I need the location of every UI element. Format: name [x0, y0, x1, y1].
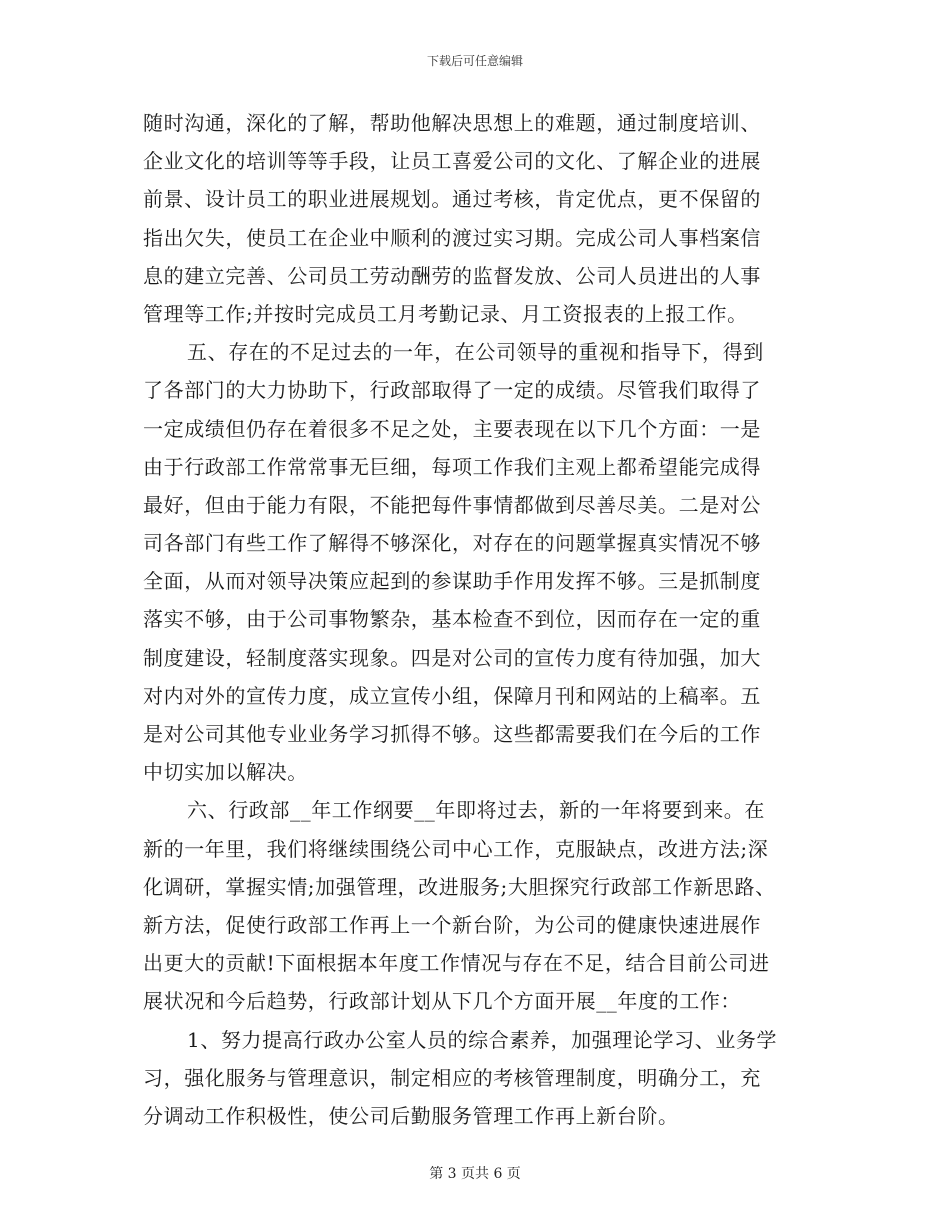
text-line: 企业文化的培训等等手段，让员工喜爱公司的文化、了解企业的进展 — [143, 149, 761, 174]
page-header: 下载后可任意编辑 — [426, 54, 523, 68]
text-line: 六、行政部__年工作纲要__年即将过去，新的一年将要到来。在 — [187, 798, 765, 823]
text-line: 新的一年里，我们将继续围绕公司中心工作，克服缺点，改进方法;深 — [143, 836, 769, 861]
text-line: 司各部门有些工作了解得不够深化，对存在的问题掌握真实情况不够 — [143, 531, 761, 556]
text-line: 对内对外的宣传力度，成立宣传小组，保障月刊和网站的上稿率。五 — [143, 683, 761, 708]
text-line: 习，强化服务与管理意识，制定相应的考核管理制度，明确分工，充 — [143, 1065, 761, 1090]
text-line: 由于行政部工作常常事无巨细，每项工作我们主观上都希望能完成得 — [143, 454, 761, 479]
text-line: 指出欠失，使员工在企业中顺利的渡过实习期。完成公司人事档案信 — [143, 225, 761, 250]
text-line: 一定成绩但仍存在着很多不足之处，主要表现在以下几个方面：一是 — [143, 416, 761, 441]
text-line: 是对公司其他专业业务学习抓得不够。这些都需要我们在今后的工作 — [143, 722, 761, 746]
text-line: 五、存在的不足过去的一年，在公司领导的重视和指导下，得到 — [187, 340, 764, 365]
text-line: 最好，但由于能力有限，不能把每件事情都做到尽善尽美。二是对公 — [143, 492, 761, 517]
text-line: 息的建立完善、公司员工劳动酬劳的监督发放、公司人员进出的人事 — [143, 263, 761, 288]
text-line: 落实不够，由于公司事物繁杂，基本检查不到位，因而存在一定的重 — [143, 607, 761, 632]
text-line: 制度建设，轻制度落实现象。四是对公司的宣传力度有待加强，加大 — [143, 645, 761, 670]
text-line: 出更大的贡献!下面根据本年度工作情况与存在不足，结合目前公司进 — [143, 951, 770, 976]
document-body — [143, 104, 803, 1135]
text-line: 1、努力提高行政办公室人员的综合素养，加强理论学习、业务学 — [187, 1027, 778, 1052]
page-footer: 第 3 页共 6 页 — [429, 1166, 521, 1182]
text-line: 前景、设计员工的职业进展规划。通过考核，肯定优点，更不保留的 — [143, 187, 761, 212]
text-line: 分调动工作积极性，使公司后勤服务管理工作再上新台阶。 — [143, 1103, 679, 1128]
text-line: 随时沟通，深化的了解，帮助他解决思想上的难题，通过制度培训、 — [143, 111, 761, 135]
text-line: 化调研，掌握实情;加强管理，改进服务;大胆探究行政部工作新思路、 — [143, 874, 776, 899]
text-line: 了各部门的大力协助下，行政部取得了一定的成绩。尽管我们取得了 — [143, 378, 761, 403]
text-line: 新方法，促使行政部工作再上一个新台阶，为公司的健康快速进展作 — [143, 912, 761, 937]
text-line: 全面，从而对领导决策应起到的参谋助手作用发挥不够。三是抓制度 — [143, 569, 761, 594]
text-line: 管理等工作;并按时完成员工月考勤记录、月工资报表的上报工作。 — [143, 301, 748, 326]
text-line: 中切实加以解决。 — [143, 760, 308, 785]
text-line: 展状况和今后趋势，行政部计划从下几个方面开展__年度的工作： — [143, 989, 741, 1014]
